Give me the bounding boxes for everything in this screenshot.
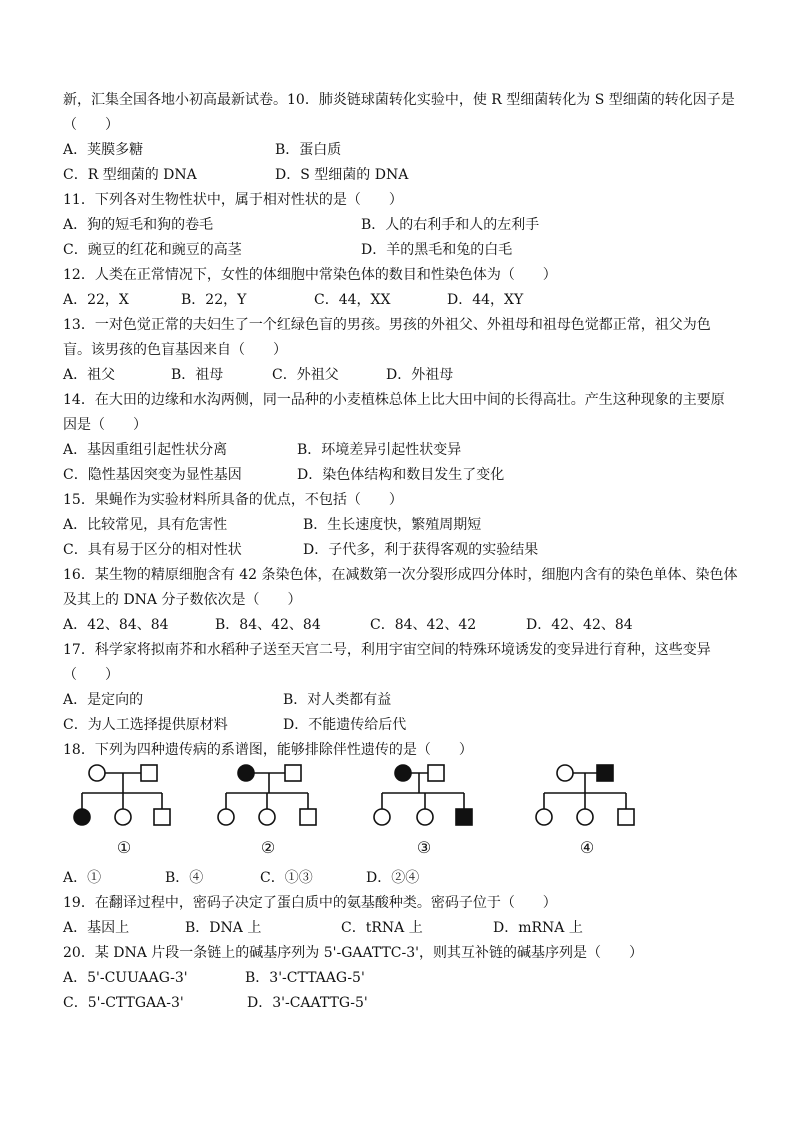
pedigree-figure [62,755,662,865]
pedigree-1-daughter-normal [115,809,131,825]
pedigree-1 [74,765,170,825]
q14-option-b[interactable]: B．环境差异引起性状变异 [297,442,462,458]
q12-option-b[interactable]: B．22，Y [181,292,247,308]
q13-stem-line2: 盲。该男孩的色盲基因来自（ ） [63,342,287,358]
pedigree-3 [374,765,472,825]
pedigree-4 [536,765,634,825]
q15-option-a[interactable]: A．比较常见，具有危害性 [63,517,228,533]
q17-stem-line2: （ ） [63,667,119,683]
pedigree-4-daughter-normal [536,809,552,825]
pedigree-1-mother-normal [89,765,105,781]
q12-option-c[interactable]: C．44，XX [314,292,391,308]
q14-option-a[interactable]: A．基因重组引起性状分离 [63,442,228,458]
pedigree-2 [218,765,316,825]
pedigree-3-daughter-normal-2 [417,809,433,825]
pedigree-4-daughter-normal-2 [577,809,593,825]
q15-option-b[interactable]: B．生长速度快，繁殖周期短 [303,517,482,533]
pedigree-4-mother-normal [557,765,573,781]
q16-option-b[interactable]: B．84、42、84 [215,617,321,633]
q15-stem: 15．果蝇作为实验材料所具备的优点，不包括（ ） [63,492,403,508]
q18-option-d[interactable]: D．②④ [366,870,420,886]
q11-stem: 11．下列各对生物性状中，属于相对性状的是（ ） [63,192,403,208]
q20-option-c[interactable]: C．5'-CTTGAA-3' [63,995,184,1011]
q13-option-a[interactable]: A．祖父 [63,367,116,383]
pedigree-2-daughter-normal [218,809,234,825]
q10-option-b[interactable]: B．蛋白质 [275,142,342,158]
pedigree-label-1: ① [116,838,132,857]
q14-stem-line2: 因是（ ） [63,417,147,433]
pedigree-3-daughter-normal [374,809,390,825]
q11-option-d[interactable]: D．羊的黑毛和兔的白毛 [361,242,513,258]
q17-stem-line1: 17．科学家将拟南芥和水稻种子送至天宫二号，利用宇宙空间的特殊环境诱发的变异进行育种，这些变异 [63,642,711,658]
q17-option-d[interactable]: D．不能遗传给后代 [283,717,407,733]
q13-option-d[interactable]: D．外祖母 [386,367,454,383]
pedigree-2-daughter-normal-2 [259,809,275,825]
q10-option-d[interactable]: D．S 型细菌的 DNA [275,167,409,183]
q20-option-d[interactable]: D．3'-CAATTG-5' [247,995,368,1011]
pedigree-3-son-affected [456,809,472,825]
q11-option-a[interactable]: A．狗的短毛和狗的卷毛 [63,217,214,233]
pedigree-1-daughter-affected [74,809,90,825]
q12-option-d[interactable]: D．44，XY [447,292,524,308]
q14-stem-line1: 14．在大田的边缘和水沟两侧，同一品种的小麦植株总体上比大田中间的长得高壮。产生这种现象的主要原 [63,392,725,408]
pedigree-1-son-normal [154,809,170,825]
pedigree-label-2: ② [260,838,276,857]
q19-option-b[interactable]: B．DNA 上 [185,920,262,936]
q19-stem: 19．在翻译过程中，密码子决定了蛋白质中的氨基酸种类。密码子位于（ ） [63,895,557,911]
q20-option-b[interactable]: B．3'-CTTAAG-5' [245,970,365,986]
q11-option-b[interactable]: B．人的右利手和人的左利手 [361,217,540,233]
q12-option-a[interactable]: A．22，X [63,292,129,308]
pedigree-3-father-normal [428,765,444,781]
q17-option-a[interactable]: A．是定向的 [63,692,144,708]
pedigree-4-son-normal [618,809,634,825]
q19-option-a[interactable]: A．基因上 [63,920,130,936]
q19-option-d[interactable]: D．mRNA 上 [493,920,583,936]
q13-stem-line1: 13．一对色觉正常的夫妇生了一个红绿色盲的男孩。男孩的外祖父、外祖母和祖母色觉都正常，祖父为色 [63,317,711,333]
pedigree-2-son-normal [300,809,316,825]
pedigree-label-3: ③ [416,838,432,857]
q13-option-b[interactable]: B．祖母 [171,367,224,383]
pedigree-4-father-affected [597,765,613,781]
q18-option-b[interactable]: B．④ [165,870,204,886]
q11-option-c[interactable]: C．豌豆的红花和豌豆的高茎 [63,242,242,258]
q16-option-a[interactable]: A．42、84、84 [63,617,169,633]
q18-option-c[interactable]: C．①③ [260,870,313,886]
q10-stem-line2: （ ） [63,117,119,133]
pedigree-2-mother-affected [238,765,254,781]
pedigree-1-father-normal [141,765,157,781]
q10-option-c[interactable]: C．R 型细菌的 DNA [63,167,197,183]
q15-option-d[interactable]: D．子代多，利于获得客观的实验结果 [303,542,539,558]
q18-stem: 18．下列为四种遗传病的系谱图，能够排除伴性遗传的是（ ） [63,742,473,758]
q19-option-c[interactable]: C．tRNA 上 [341,920,423,936]
pedigree-3-mother-affected [395,765,411,781]
q16-stem-line2: 及其上的 DNA 分子数依次是（ ） [63,592,302,608]
pedigree-label-4: ④ [579,838,595,857]
q14-option-d[interactable]: D．染色体结构和数目发生了变化 [297,467,505,483]
q20-stem: 20．某 DNA 片段一条链上的碱基序列为 5'-GAATTC-3'，则其互补链的碱基序列是（ ） [63,945,644,961]
q20-option-a[interactable]: A．5'-CUUAAG-3' [63,970,188,986]
q13-option-c[interactable]: C．外祖父 [272,367,339,383]
q15-option-c[interactable]: C．具有易于区分的相对性状 [63,542,242,558]
q16-option-d[interactable]: D．42、42、84 [526,617,633,633]
q10-option-a[interactable]: A．荚膜多糖 [63,142,144,158]
q10-stem-line1: 新，汇集全国各地小初高最新试卷。10．肺炎链球菌转化实验中，使 R 型细菌转化为 S 型细菌的转化因子是 [63,92,735,108]
q14-option-c[interactable]: C．隐性基因突变为显性基因 [63,467,242,483]
q17-option-b[interactable]: B．对人类都有益 [283,692,392,708]
q16-option-c[interactable]: C．84、42、42 [370,617,477,633]
q16-stem-line1: 16．某生物的精原细胞含有 42 条染色体，在减数第一次分裂形成四分体时，细胞内含有的染色单体、染色体 [63,567,738,583]
q18-option-a[interactable]: A．① [63,870,102,886]
q17-option-c[interactable]: C．为人工选择提供原材料 [63,717,228,733]
q12-stem: 12．人类在正常情况下，女性的体细胞中常染色体的数目和性染色体为（ ） [63,267,557,283]
pedigree-2-father-normal [285,765,301,781]
